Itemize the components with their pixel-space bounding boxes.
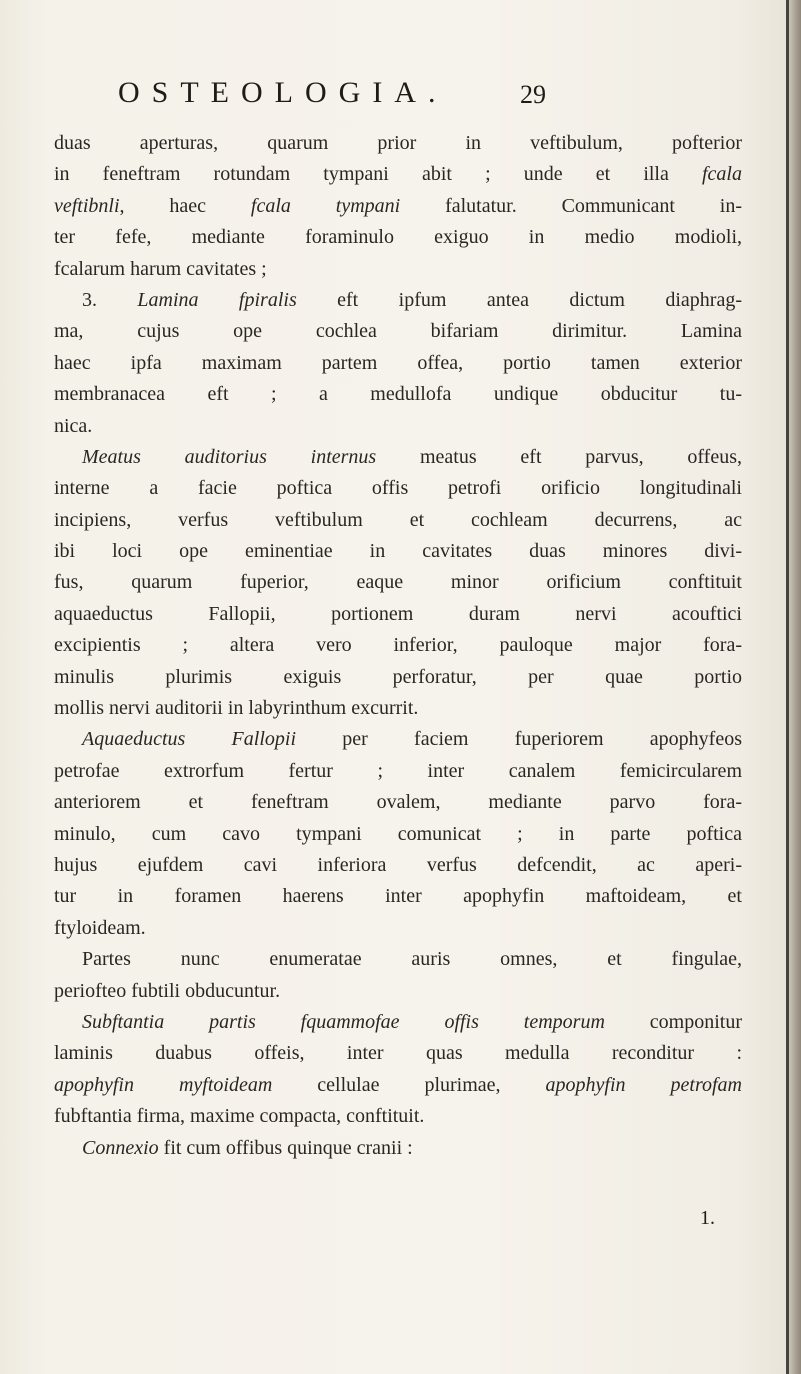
- text-segment: falutatur. Communicant in-: [400, 194, 742, 217]
- text-segment: petrofae extrorfum fertur ; inter canalem femicircularem: [54, 759, 742, 782]
- page-number: 29: [520, 80, 546, 109]
- text-segment: cellulae plurimae,: [272, 1073, 546, 1096]
- text-segment: per faciem fuperiorem apophyfeos: [296, 728, 742, 751]
- text-segment: mollis nervi auditorii in labyrinthum excurrit.: [54, 697, 419, 720]
- text-segment: minulo, cum cavo tympani comunicat ; in parte poftica: [54, 822, 742, 845]
- text-line: [54, 756, 742, 787]
- text-line: [54, 442, 742, 473]
- text-line: [54, 191, 742, 222]
- text-line: [54, 379, 742, 410]
- text-line: [54, 1070, 742, 1101]
- running-title: OSTEOLOGIA.: [118, 76, 448, 109]
- text-line: [54, 850, 742, 881]
- body-text: [54, 128, 742, 1164]
- text-segment: ma, cujus ope cochlea bifariam dirimitur. Lamina: [54, 320, 742, 343]
- page-header: [0, 70, 760, 120]
- text-line: [54, 316, 742, 347]
- text-segment: ibi loci ope eminentiae in cavitates duas minores divi-: [54, 540, 742, 563]
- text-line: [54, 724, 742, 755]
- text-segment: minulis plurimis exiguis perforatur, per quae portio: [54, 665, 742, 688]
- catchword: 1.: [700, 1207, 715, 1229]
- text-segment: Partes nunc enumeratae auris omnes, et fingulae,: [82, 948, 742, 971]
- text-segment: aquaeductus Fallopii, portionem duram nervi acouftici: [54, 602, 742, 625]
- text-line: [54, 505, 742, 536]
- text-segment: interne a facie poftica offis petrofi orificio longitudinali: [54, 477, 742, 500]
- text-line: [54, 473, 742, 504]
- text-segment: meatus eft parvus, offeus,: [376, 445, 742, 468]
- text-segment: 3.: [82, 288, 138, 311]
- text-line: [54, 411, 742, 442]
- italic-term: apophyfin myftoideam: [54, 1073, 273, 1096]
- text-line: [54, 819, 742, 850]
- text-line: [54, 222, 742, 253]
- text-segment: eft ipfum antea dictum diaphrag-: [296, 288, 742, 311]
- text-segment: , haec: [119, 194, 251, 217]
- italic-term: Meatus auditorius internus: [82, 445, 377, 468]
- text-segment: excipientis ; altera vero inferior, pauloque major fora-: [54, 634, 742, 657]
- text-segment: fus, quarum fuperior, eaque minor orificium conftituit: [54, 571, 742, 594]
- italic-term: Lamina fpiralis: [137, 288, 297, 311]
- text-segment: haec ipfa maximam partem offea, portio tamen exterior: [54, 351, 742, 374]
- text-line: [54, 1101, 742, 1132]
- text-line: [54, 1007, 742, 1038]
- text-segment: fubftantia firma, maxime compacta, conftituit.: [54, 1105, 425, 1128]
- text-segment: periofteo fubtili obducuntur.: [54, 979, 281, 1002]
- page-edge: [787, 0, 801, 1374]
- text-line: [54, 630, 742, 661]
- text-line: [54, 159, 742, 190]
- text-segment: hujus ejufdem cavi inferiora verfus defcendit, ac aperi-: [54, 853, 742, 876]
- italic-term: Aquaeductus Fallopii: [82, 728, 297, 751]
- text-line: [54, 913, 742, 944]
- text-segment: fcalarum harum cavitates ;: [54, 257, 267, 280]
- italic-term: apophyfin petrofam: [545, 1073, 742, 1096]
- italic-term: fcala tympani: [250, 194, 401, 217]
- text-line: [54, 944, 742, 975]
- text-segment: ter fefe, mediante foraminulo exiguo in medio modioli,: [54, 226, 742, 249]
- text-line: [54, 285, 742, 316]
- text-segment: anteriorem et feneftram ovalem, mediante parvo fora-: [54, 791, 742, 814]
- text-segment: duas aperturas, quarum prior in veftibulum, pofterior: [54, 132, 742, 154]
- text-segment: membranacea eft ; a medullofa undique obducitur tu-: [54, 383, 742, 406]
- text-segment: fit cum offibus quinque cranii :: [158, 1136, 413, 1159]
- text-line: [54, 536, 742, 567]
- text-line: [54, 881, 742, 912]
- text-line: [54, 567, 742, 598]
- text-line: [54, 1133, 742, 1164]
- page-edge-shadow: [786, 0, 789, 1374]
- text-line: [54, 254, 742, 285]
- text-line: [54, 348, 742, 379]
- text-line: [54, 128, 742, 159]
- text-line: [54, 787, 742, 818]
- italic-term: fcala: [702, 163, 742, 186]
- italic-term: Connexio: [82, 1136, 159, 1159]
- italic-term: Subftantia partis fquammofae offis temporum: [82, 1010, 605, 1033]
- text-segment: incipiens, verfus veftibulum et cochleam decurrens, ac: [54, 508, 742, 531]
- text-line: [54, 693, 742, 724]
- text-line: [54, 1038, 742, 1069]
- text-segment: tur in foramen haerens inter apophyfin maftoideam, et: [54, 885, 742, 908]
- text-line: [54, 976, 742, 1007]
- text-segment: ftyloideam.: [54, 916, 146, 939]
- text-segment: laminis duabus offeis, inter quas medulla reconditur :: [54, 1042, 742, 1065]
- text-line: [54, 662, 742, 693]
- text-segment: nica.: [54, 414, 93, 437]
- text-line: [54, 599, 742, 630]
- text-segment: componitur: [604, 1010, 742, 1033]
- italic-term: veftibnli: [54, 194, 120, 217]
- text-segment: in feneftram rotundam tympani abit ; unde et illa: [54, 163, 702, 186]
